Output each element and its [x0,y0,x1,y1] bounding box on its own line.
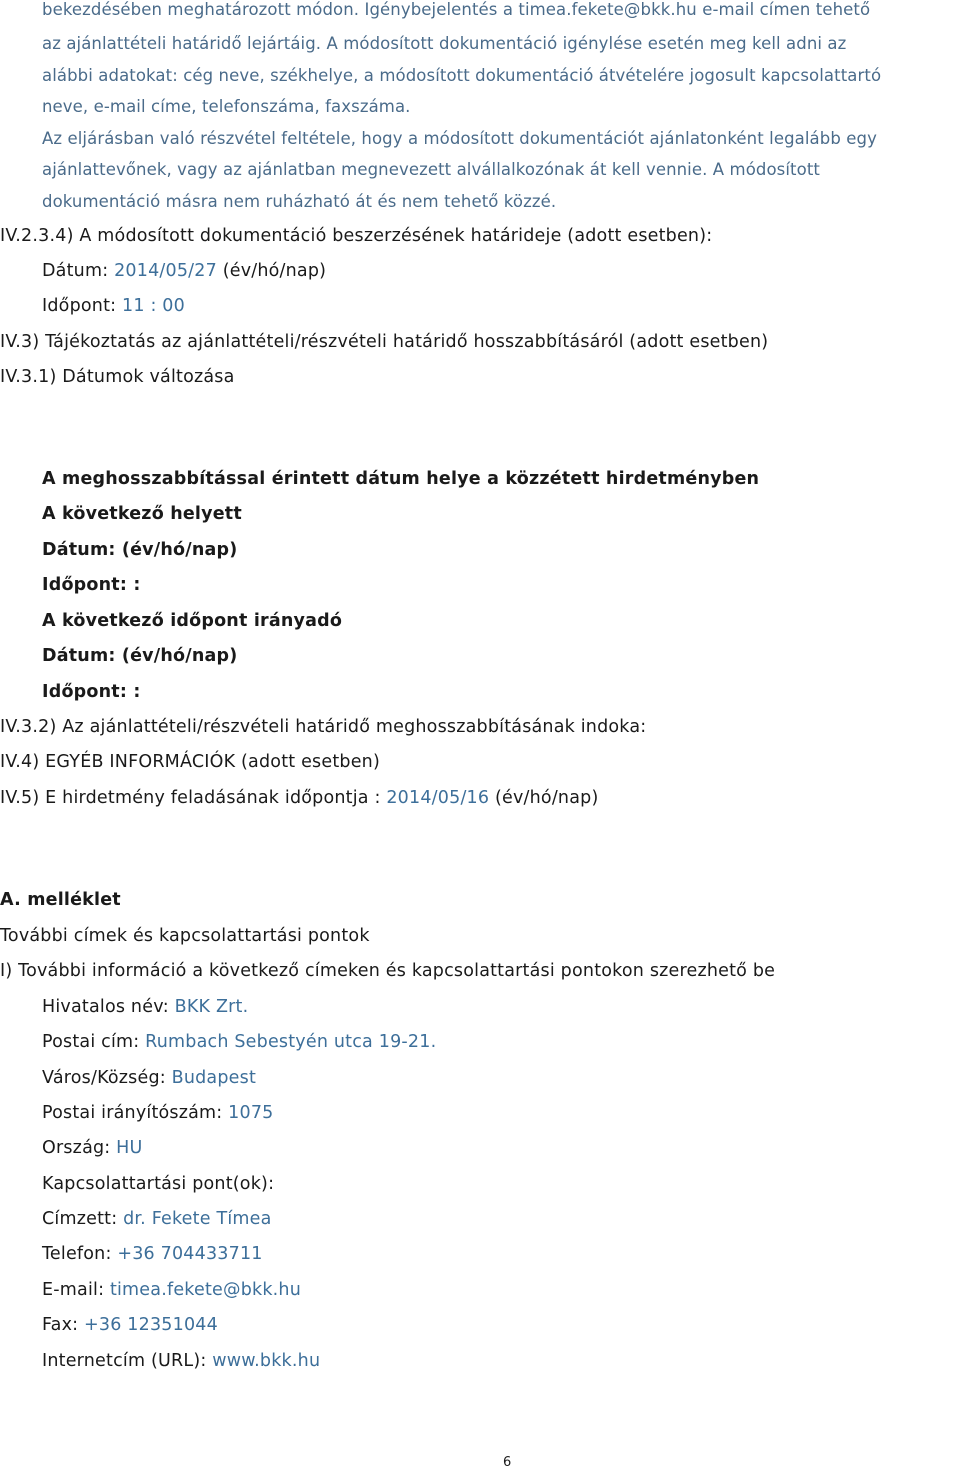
iv234-time-label: Időpont: [42,296,123,316]
intro-line-1: bekezdésében meghatározott módon. Igénybejelentés a timea.fekete@bkk.hu e-mail címen tehető [42,0,871,19]
annex-field-addressee [42,1209,272,1229]
field-value: BKK Zrt. [174,997,249,1017]
extension-date-2: Dátum: (év/hó/nap) [42,646,238,666]
annex-field-phone [42,1244,263,1264]
field-label: Internetcím (URL): [42,1351,213,1371]
annex-field-official-name [42,997,248,1017]
intro-line-6: ajánlattevőnek, vagy az ajánlatban megnevezett alvállalkozónak át kell vennie. A módosított [42,160,820,179]
field-label: Címzett: [42,1209,124,1229]
extension-date-1: Dátum: (év/hó/nap) [42,540,238,560]
extension-time-2: Időpont: : [42,682,141,702]
annex-title: A. melléklet [0,890,121,910]
intro-line-5: Az eljárásban való részvétel feltétele, hogy a módosított dokumentációt ajánlatonként legalább egy [42,129,877,148]
section-iv5-row [0,788,598,808]
iv234-date-suffix: (év/hó/nap) [216,261,327,281]
field-value: dr. Fekete Tímea [123,1209,272,1229]
iv234-time-value: 11 : 00 [122,296,185,316]
iv5-label: IV.5) E hirdetmény feladásának időpontja : [0,788,387,808]
annex-field-url [42,1351,320,1371]
extension-time-1: Időpont: : [42,575,141,595]
field-label: Postai irányítószám: [42,1103,229,1123]
extension-instead: A következő helyett [42,504,242,524]
annex-field-fax [42,1315,218,1335]
iv5-suffix: (év/hó/nap) [489,788,599,808]
field-value: Budapest [171,1068,257,1088]
intro-line-2: az ajánlattételi határidő lejártáig. A módosított dokumentáció igénylése esetén meg kell adni az [42,34,847,53]
section-iv234-heading: IV.2.3.4) A módosított dokumentáció beszerzésének határideje (adott esetben): [0,226,713,246]
field-value: 1075 [228,1103,274,1123]
intro-line-3: alábbi adatokat: cég neve, székhelye, a módosított dokumentáció átvételére jogosult kapcsolattartó [42,66,882,85]
iv234-date-label: Dátum: [42,261,115,281]
section-iv3-heading: IV.3) Tájékoztatás az ajánlattételi/részvételi határidő hosszabbításáról (adott esetben) [0,332,769,352]
field-value: www.bkk.hu [212,1351,321,1371]
field-label: Hivatalos név: [42,997,175,1017]
field-value: HU [116,1138,143,1158]
field-label: Fax: [42,1315,84,1335]
annex-field-city [42,1068,256,1088]
iv234-time-row [42,296,185,316]
iv234-date-value: 2014/05/27 [114,261,217,281]
intro-line-7: dokumentáció másra nem ruházható át és nem tehető közzé. [42,192,557,211]
annex-field-contact-points [42,1174,274,1194]
extension-applies: A következő időpont irányadó [42,611,343,631]
annex-field-postcode [42,1103,274,1123]
field-value: timea.fekete@bkk.hu [109,1280,302,1300]
iv234-date-row [42,261,326,281]
field-value: +36 12351044 [84,1315,218,1335]
section-iv4-heading: IV.4) EGYÉB INFORMÁCIÓK (adott esetben) [0,752,380,772]
field-label: Telefon: [42,1244,118,1264]
field-value: +36 704433711 [117,1244,263,1264]
annex-field-email [42,1280,301,1300]
field-label: E-mail: [42,1280,110,1300]
field-label: Város/Község: [42,1068,172,1088]
page-number: 6 [503,1455,512,1470]
iv5-value: 2014/05/16 [386,788,490,808]
annex-field-country [42,1138,143,1158]
intro-line-4: neve, e-mail címe, telefonszáma, faxszáma. [42,97,411,116]
annex-section-i: I) További információ a következő címeken és kapcsolattartási pontokon szerezhető be [0,961,776,981]
field-value: Rumbach Sebestyén utca 19-21. [145,1032,437,1052]
field-label: Kapcsolattartási pont(ok): [42,1174,275,1194]
section-iv31-heading: IV.3.1) Dátumok változása [0,367,235,387]
annex-subtitle: További címek és kapcsolattartási pontok [0,926,370,946]
section-iv32-heading: IV.3.2) Az ajánlattételi/részvételi határidő meghosszabbításának indoka: [0,717,647,737]
extension-title: A meghosszabbítással érintett dátum helye a közzétett hirdetményben [42,469,760,489]
field-label: Postai cím: [42,1032,146,1052]
field-label: Ország: [42,1138,117,1158]
annex-field-postal-address [42,1032,436,1052]
